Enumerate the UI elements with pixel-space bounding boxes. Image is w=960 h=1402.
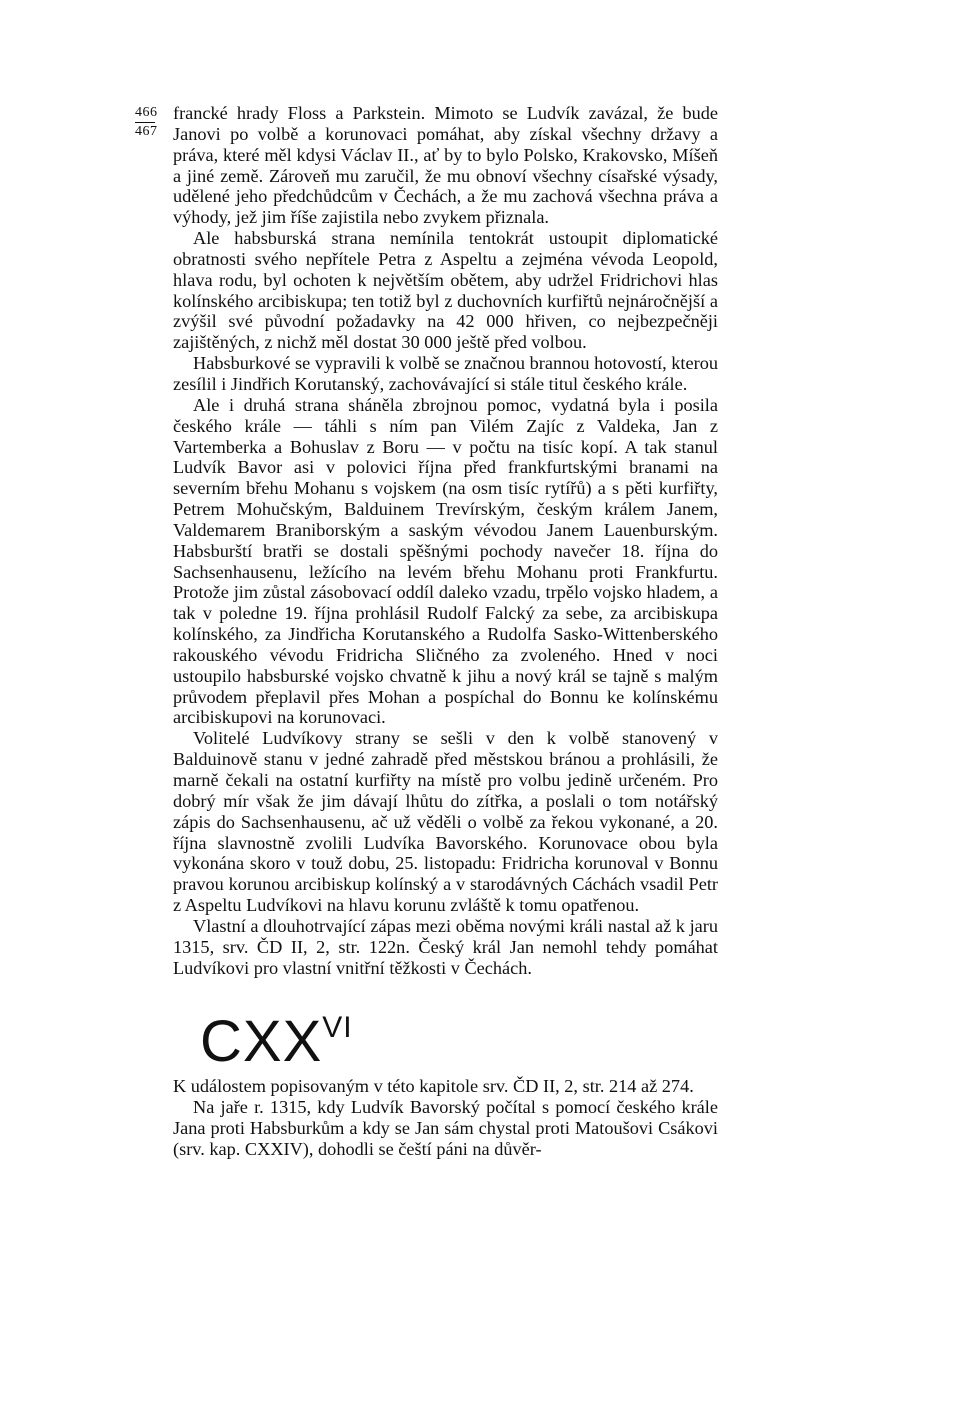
margin-ref-bottom: 467 [135, 124, 158, 139]
paragraph: Vlastní a dlouhotrvající zápas mezi oběma novými králi nastal až k jaru 1315, srv. ČD II, 2, str. 122n. Český král Jan nemohl tehdy pomáhat Ludvíkovi pro vlastní vnitřní těžkosti v Čechách. [173, 915, 718, 978]
paragraph: francké hrady Floss a Parkstein. Mimoto se Ludvík zavázal, že bude Janovi po volbě a korunovaci pomáhat, aby získal všechny državy a práva, které měl kdysi Václav II., ať by to bylo Polsko, Krakovsko, Míšeň a jiné země. Zároveň mu zaručil, že mu obnoví všechny císařské výsady, udělené jeho předchůdcům v Čechách, a že mu zachová všechna práva a výhody, jež jim říše zajistila nebo zvykem přiznala. [173, 103, 718, 228]
paragraph: K událostem popisovaným v této kapitole srv. ČD II, 2, str. 214 až 274. [173, 1076, 694, 1097]
paragraph: Habsburkové se vypravili k volbě se značnou brannou hotovostí, kterou zesílil i Jindřich Korutanský, zachovávající si stále titul českého krále. [173, 353, 718, 394]
margin-page-references [135, 104, 158, 141]
body-text [173, 103, 718, 1160]
margin-ref-top: 466 [135, 104, 155, 123]
chapter-numeral-sup: VI [322, 1011, 353, 1045]
chapter-numeral-main: CXX [200, 1009, 323, 1075]
paragraph: Ale habsburská strana nemínila tentokrát ustoupit diplomatické obratnosti svého nepřítele Petra z Aspeltu a zejména vévoda Leopold, hlava rodu, byl ochoten k největším obětem, aby udržel Fridrichovi hlas kolínského arcibiskupa; ten totiž byl z duchovních kurfiřtů nejnáročnější a zvýšil své původní požadavky na 42 000 hřiven, co nejbezpečněji zajištěných, z nichž měl dostat 30 000 ještě před volbou. [173, 228, 718, 353]
paragraph: Volitelé Ludvíkovy strany se sešli v den k volbě stanovený v Balduinově stanu v jedné zahradě před městskou bránou a prohlásili, že marně čekali na ostatní kurfiřty na místě pro volbu jedině určeném. Pro dobrý mír však že jim dávají lhůtu do zítřka, a poslali o tom notářský zápis do Sachsenhausenu, ač už věděli o volbě za řekou vykonané, a 20. října slavnostně zvolili Ludvíka Bavorského. Korunovace obou byla vykonána skoro v touž dobu, 25. listopadu: Fridricha korunoval v Bonnu pravou korunou arcibiskup kolínský a v starodávných Cáchách vsadil Petr z Aspeltu Ludvíkovi na hlavu korunu zvláště k tomu opatřenou. [173, 728, 718, 916]
chapter-heading [200, 998, 718, 1075]
paragraph: Na jaře r. 1315, kdy Ludvík Bavorský počítal s pomocí českého krále Jana proti Habsburkům a kdy se Jan sám chystal proti Matoušovi Csákovi (srv. kap. CXXIV), dohodli se čeští páni na důvěr- [173, 1097, 718, 1159]
paragraph: Ale i druhá strana sháněla zbrojnou pomoc, vydatná byla i posila českého krále — táhli s ním pan Vilém Zajíc z Valdeka, Jan z Vartemberka a Bohuslav z Boru — v počtu na tisíc kopí. A tak stanul Ludvík Bavor asi v polovici října před frankfurtskými branami na severním břehu Mohanu s vojskem (na osm tisíc rytířů) a s pěti kurfiřty, Petrem Mohučským, Balduinem Trevírským, českým králem Janem, Valdemarem Braniborským a saským vévodou Janem Lauenburským. Habsburští bratři se dostali spěšnými pochody navečer 18. října do Sachsenhausenu, ležícího na levém břehu Mohanu proti Frankfurtu. Protože jim zůstal zásobovací oddíl daleko vzadu, trpělo vojsko hladem, a tak v poledne 19. října prohlásil Rudolf Falcký za sebe, za arcibiskupa kolínského, za Jindřicha Korutanského a Rudolfa Sasko-Wittenberského rakouského vévodu Fridricha Sličného za zvoleného. Hned v noci ustoupilo habsburské vojsko chvatně k jihu a nový král se tajně s malým průvodem přeplavil přes Mohan a pospíchal do Bonnu ke kolínskému arcibiskupovi na korunovaci. [173, 394, 718, 728]
